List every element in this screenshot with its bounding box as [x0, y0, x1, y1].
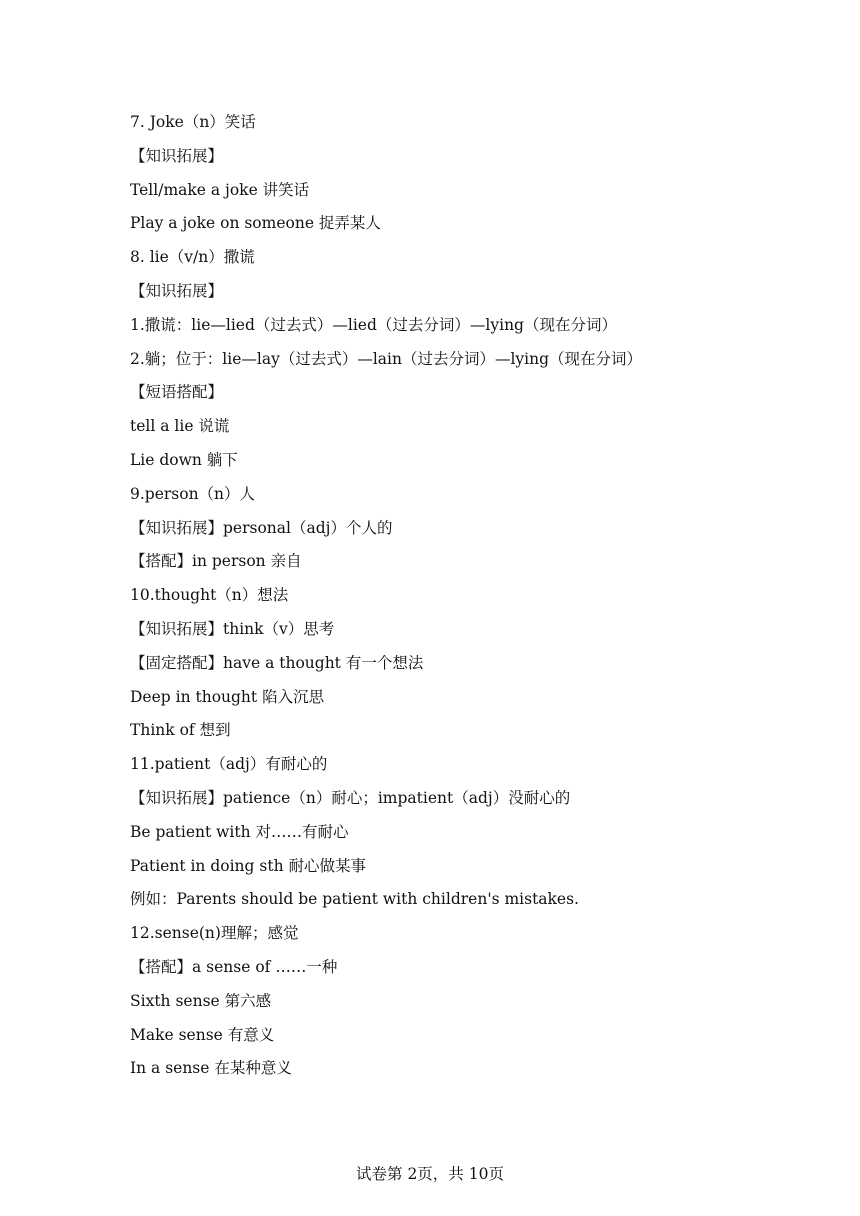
text-line: Patient in doing sth 耐心做某事 — [130, 856, 366, 875]
text-line: 12.sense(n)理解；感觉 — [130, 924, 299, 943]
text-line: Make sense 有意义 — [130, 1025, 275, 1044]
text-line: Be patient with 对……有耐心 — [130, 822, 349, 841]
text-line: Play a joke on someone 捉弄某人 — [130, 214, 381, 233]
page-footer: 试卷第 2页，共 10页 — [356, 1165, 504, 1183]
text-line: Think of 想到 — [130, 721, 231, 740]
text-line: 【固定搭配】have a thought 有一个想法 — [130, 653, 424, 672]
text-line: 【短语搭配】 — [130, 383, 224, 402]
text-line: Deep in thought 陷入沉思 — [130, 687, 325, 706]
text-line: In a sense 在某种意义 — [130, 1059, 292, 1078]
text-line: 11.patient（adj）有耐心的 — [130, 755, 328, 774]
text-line: 【知识拓展】personal（adj）个人的 — [130, 518, 393, 537]
text-line: tell a lie 说谎 — [130, 417, 230, 436]
text-line: 2.躺；位于：lie—lay（过去式）—lain（过去分词）—lying（现在分词） — [130, 349, 643, 368]
text-line: 1.撒谎：lie—lied（过去式）—lied（过去分词）—lying（现在分词） — [130, 315, 617, 334]
text-line: 【知识拓展】patience（n）耐心；impatient（adj）没耐心的 — [130, 788, 571, 807]
text-line: 【知识拓展】 — [130, 281, 224, 300]
text-line: 9.person（n）人 — [130, 484, 256, 503]
text-line: 例如：Parents should be patient with children's mistakes. — [130, 890, 579, 909]
text-line: 8. lie（v/n）撒谎 — [130, 248, 255, 267]
text-line: 【知识拓展】 — [130, 146, 224, 165]
text-line: Tell/make a joke 讲笑话 — [130, 180, 310, 199]
text-line: Lie down 躺下 — [130, 450, 238, 469]
text-line: 【知识拓展】think（v）思考 — [130, 619, 335, 638]
text-line: 10.thought（n）想法 — [130, 586, 289, 605]
document-body — [130, 108, 770, 1088]
text-line: 【搭配】a sense of ……一种 — [130, 957, 338, 976]
text-line: Sixth sense 第六感 — [130, 991, 272, 1010]
text-line: 【搭配】in person 亲自 — [130, 552, 302, 571]
text-line: 7. Joke（n）笑话 — [130, 113, 256, 131]
